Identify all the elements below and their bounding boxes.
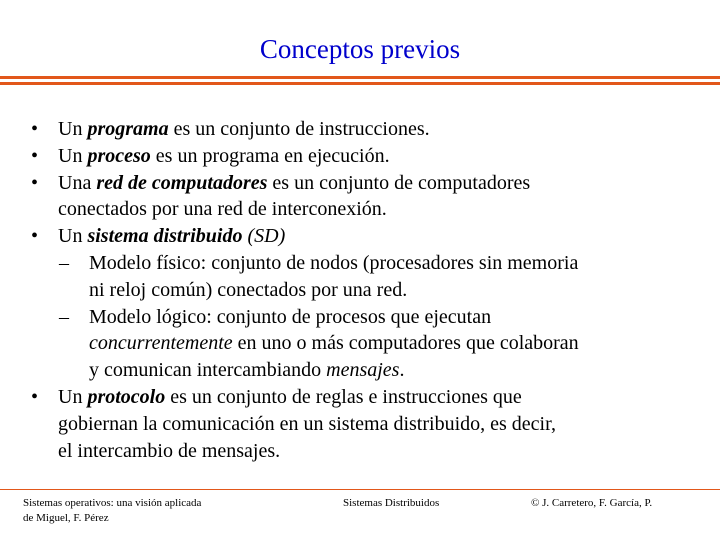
- slide-title: Conceptos previos: [259, 34, 461, 64]
- footer-book-credit: Sistemas operativos: una visión aplicada de Miguel, F. Pérez: [23, 497, 202, 524]
- dash-icon: –: [59, 305, 69, 328]
- slide-content: [0, 116, 720, 464]
- subbullet-modelo-logico-continuation-2: y comunican intercambiando mensajes.: [89, 359, 405, 382]
- term-proceso: proceso: [87, 144, 151, 167]
- title-rule-bottom: [0, 82, 720, 85]
- bullet-icon: •: [31, 385, 39, 408]
- bullet-icon: •: [31, 171, 39, 194]
- bullet-protocolo-continuation-2: el intercambio de mensajes.: [58, 439, 281, 462]
- title-rule-top: [0, 76, 720, 79]
- subbullet-modelo-fisico-continuation: ni reloj común) conectados por una red.: [89, 278, 408, 301]
- bullet-red-de-computadores: • Una red de computadores es un conjunto de computadores: [0, 170, 720, 197]
- bullet-icon: •: [31, 144, 39, 167]
- subbullet-modelo-fisico: – Modelo físico: conjunto de nodos (procesadores sin memoria: [0, 250, 720, 277]
- term-mensajes: mensajes: [326, 359, 400, 382]
- bullet-protocolo-continuation: gobiernan la comunicación en un sistema distribuido, es decir,: [58, 412, 556, 435]
- bullet-sistema-distribuido: • Un sistema distribuido (SD): [0, 223, 720, 250]
- term-sd-abbr: (SD): [242, 225, 286, 248]
- term-protocolo: protocolo: [87, 385, 166, 408]
- bullet-red-continuation: conectados por una red de interconexión.: [58, 198, 387, 221]
- term-programa: programa: [87, 118, 169, 140]
- bullet-icon: •: [31, 118, 39, 140]
- bullet-icon: •: [31, 225, 39, 248]
- dash-icon: –: [59, 251, 69, 274]
- term-red-de-computadores: red de computadores: [96, 171, 268, 194]
- footer-rule: [0, 489, 720, 490]
- subbullet-modelo-logico: – Modelo lógico: conjunto de procesos que ejecutan: [0, 304, 720, 331]
- bullet-proceso: • Un proceso es un programa en ejecución.: [0, 143, 720, 170]
- footer-copyright: © J. Carretero, F. García, P.: [531, 497, 653, 509]
- bullet-protocolo: • Un protocolo es un conjunto de reglas e instrucciones que: [0, 384, 720, 411]
- footer-topic: Sistemas Distribuidos: [343, 497, 440, 509]
- term-sistema-distribuido: sistema distribuido: [87, 225, 243, 248]
- term-concurrentemente: concurrentemente: [89, 332, 233, 355]
- subbullet-modelo-logico-continuation: concurrentemente en uno o más computadores que colaboran: [89, 332, 579, 355]
- bullet-programa: • Un programa es un conjunto de instrucciones.: [0, 116, 720, 143]
